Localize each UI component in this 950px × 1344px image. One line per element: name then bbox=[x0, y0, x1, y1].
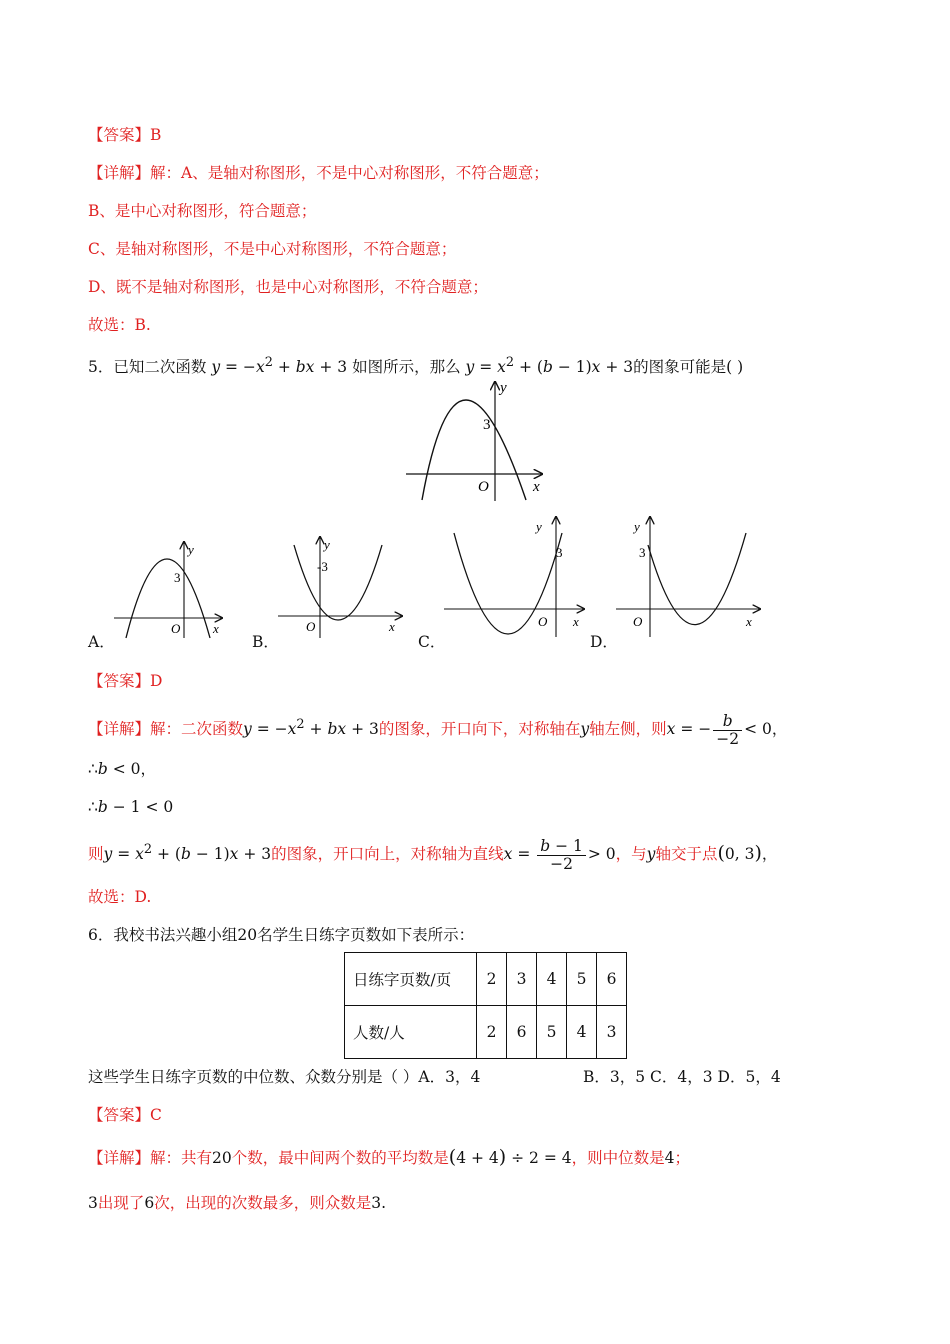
table-row-label: 人数/人 bbox=[345, 1006, 477, 1059]
y-label: y bbox=[634, 519, 640, 534]
formula: $y = -x^2$ + bx + 3 bbox=[243, 717, 379, 739]
detail-part: 的图象，开口向上，对称轴为直线 bbox=[271, 845, 504, 864]
detail-part: ，与 bbox=[615, 845, 647, 864]
number: 4 bbox=[664, 1149, 675, 1167]
x-label: x bbox=[746, 614, 752, 629]
y-label: y bbox=[188, 542, 194, 557]
number: 3 bbox=[88, 1194, 98, 1212]
answer-value: B bbox=[150, 126, 162, 144]
detail-part: ，则中位数是 bbox=[571, 1149, 665, 1167]
detail-part: 出现了 bbox=[97, 1194, 145, 1212]
y-label: y bbox=[536, 519, 542, 534]
question-number: 5． bbox=[88, 358, 114, 377]
table-cell: 2 bbox=[477, 953, 507, 1006]
detail-part: 共有 bbox=[181, 1149, 213, 1167]
q6-options-rest: B．3，5 C．4，3 D．5，4 bbox=[583, 1068, 781, 1086]
number: 20 bbox=[212, 1149, 232, 1167]
table-cell: 4 bbox=[537, 953, 567, 1006]
detail-intro: 解： bbox=[150, 164, 182, 182]
stem-part: 如图所示，那么 bbox=[352, 358, 461, 377]
question-text: 这些学生日练字页数的中位数、众数分别是（ ）A．3，4 bbox=[88, 1068, 481, 1086]
q6-question bbox=[88, 1066, 480, 1088]
point: (0, 3)， bbox=[717, 842, 778, 865]
formula: $y = -x^2$ + bx + 3 bbox=[211, 355, 348, 377]
origin-label: O bbox=[306, 619, 316, 634]
table-row bbox=[345, 1006, 627, 1059]
q4-conclusion: 故选：B. bbox=[88, 316, 151, 334]
option-a-graph[interactable] bbox=[112, 540, 227, 640]
table-cell: 5 bbox=[567, 953, 597, 1006]
detail-part: 轴交于点 bbox=[655, 845, 718, 864]
formula: $y = x^2 + (b - 1)x + 3$ bbox=[465, 355, 634, 377]
stem-part: 已知二次函数 bbox=[113, 358, 207, 377]
table-cell: 4 bbox=[567, 1006, 597, 1059]
table-row-label: 日练字页数/页 bbox=[345, 953, 477, 1006]
var-y: y bbox=[646, 845, 656, 864]
table-cell: 5 bbox=[537, 1006, 567, 1059]
origin-label: O bbox=[478, 479, 489, 495]
detail-part: 轴左侧，则 bbox=[589, 720, 667, 739]
x-label: x bbox=[213, 621, 219, 636]
q4-detail-b: B、是中心对称图形，符合题意； bbox=[88, 202, 317, 220]
option-b-graph[interactable] bbox=[276, 535, 406, 640]
formula: (4 + 4) ÷ 2 = 4 bbox=[448, 1146, 572, 1168]
q5-stem bbox=[88, 352, 743, 378]
detail-tag: 【详解】 bbox=[88, 720, 151, 739]
answer-value: D bbox=[150, 672, 163, 690]
option-c-graph[interactable] bbox=[442, 515, 587, 640]
x-label: x bbox=[389, 619, 395, 634]
q5-detail-line1 bbox=[88, 705, 787, 749]
parabola-down bbox=[126, 559, 210, 638]
y-intercept-label: 3 bbox=[556, 545, 563, 560]
q6-answer-line bbox=[88, 1104, 162, 1126]
answer-value: C bbox=[150, 1106, 162, 1124]
formula: $y = x^2 + (b - 1)x + 3$ bbox=[103, 842, 272, 864]
detail-tag: 【详解】 bbox=[88, 1149, 151, 1167]
table-cell: 3 bbox=[597, 1006, 627, 1059]
y-intercept-label: 3 bbox=[639, 545, 646, 560]
table-cell: 6 bbox=[597, 953, 627, 1006]
q4-detail-line bbox=[88, 162, 549, 184]
origin-label: O bbox=[171, 621, 181, 636]
y-label: y bbox=[500, 380, 507, 396]
number: 3 bbox=[371, 1194, 382, 1212]
detail-intro: 解： bbox=[150, 720, 182, 739]
y-intercept-label: -3 bbox=[317, 559, 328, 574]
parabola-up bbox=[294, 545, 382, 620]
option-d-label: D． bbox=[590, 633, 618, 651]
formula: x = − $\frac{b}{-2}$ < 0， bbox=[666, 711, 788, 748]
answer-tag: 【答案】 bbox=[88, 126, 151, 144]
practice-table bbox=[344, 952, 627, 1059]
q5-detail-line2: ∴b < 0， bbox=[88, 760, 157, 778]
q5-main-graph bbox=[400, 378, 550, 503]
q6-detail-line1: 【详解】解：共有20个数，最中间两个数的平均数是(4 + 4) ÷ 2 = 4，则中位数是4； bbox=[88, 1146, 691, 1168]
table-cell: 2 bbox=[477, 1006, 507, 1059]
y-intercept-label: 3 bbox=[483, 417, 491, 433]
table-cell: 6 bbox=[507, 1006, 537, 1059]
q4-detail-a: A、是轴对称图形，不是中心对称图形，不符合题意； bbox=[181, 164, 549, 182]
answer-tag: 【答案】 bbox=[88, 672, 151, 690]
q6-detail-line2: 3出现了6次，出现的次数最多，则众数是3. bbox=[88, 1194, 387, 1212]
detail-tag: 【详解】 bbox=[88, 164, 151, 182]
detail-part: 二次函数 bbox=[181, 720, 244, 739]
question-number: 6． bbox=[88, 926, 114, 944]
parabola-up bbox=[648, 533, 746, 625]
option-b-label: B． bbox=[252, 633, 279, 651]
stem-part: 的图象可能是( ) bbox=[633, 358, 744, 377]
parabola-down bbox=[422, 400, 526, 500]
answer-tag: 【答案】 bbox=[88, 1106, 151, 1124]
x-label: x bbox=[573, 614, 579, 629]
q4-answer-line bbox=[88, 124, 161, 146]
detail-part: 则 bbox=[88, 845, 104, 864]
stem-part: 我校书法兴趣小组20名学生日练字页数如下表所示： bbox=[113, 926, 475, 944]
var-y: y bbox=[580, 720, 590, 739]
x-label: x bbox=[533, 479, 540, 495]
detail-intro: 解： bbox=[150, 1149, 182, 1167]
option-c-label: C． bbox=[418, 633, 446, 651]
detail-part: 个数，最中间两个数的平均数是 bbox=[231, 1149, 449, 1167]
origin-label: O bbox=[538, 614, 548, 629]
table-row bbox=[345, 953, 627, 1006]
q5-detail-line3: ∴b − 1 < 0 bbox=[88, 798, 174, 816]
option-d-graph[interactable] bbox=[614, 515, 764, 640]
q5-conclusion: 故选：D. bbox=[88, 888, 152, 906]
option-a-label: A． bbox=[88, 633, 115, 651]
q5-detail-line4 bbox=[88, 830, 777, 874]
q5-answer-line bbox=[88, 670, 162, 692]
detail-part: 次，出现的次数最多，则众数是 bbox=[154, 1194, 372, 1212]
q4-detail-c: C、是轴对称图形，不是中心对称图形，不符合题意； bbox=[88, 240, 457, 258]
y-label: y bbox=[324, 537, 330, 552]
y-intercept-label: 3 bbox=[174, 570, 181, 585]
number: 6 bbox=[144, 1194, 155, 1212]
origin-label: O bbox=[633, 614, 643, 629]
q6-stem bbox=[88, 924, 474, 946]
q4-detail-d: D、既不是轴对称图形，也是中心对称图形，不符合题意； bbox=[88, 278, 488, 296]
formula: x = $\frac{b - 1}{-2}$ > 0 bbox=[503, 836, 616, 873]
detail-part: 的图象，开口向下，对称轴在 bbox=[378, 720, 581, 739]
table-cell: 3 bbox=[507, 953, 537, 1006]
